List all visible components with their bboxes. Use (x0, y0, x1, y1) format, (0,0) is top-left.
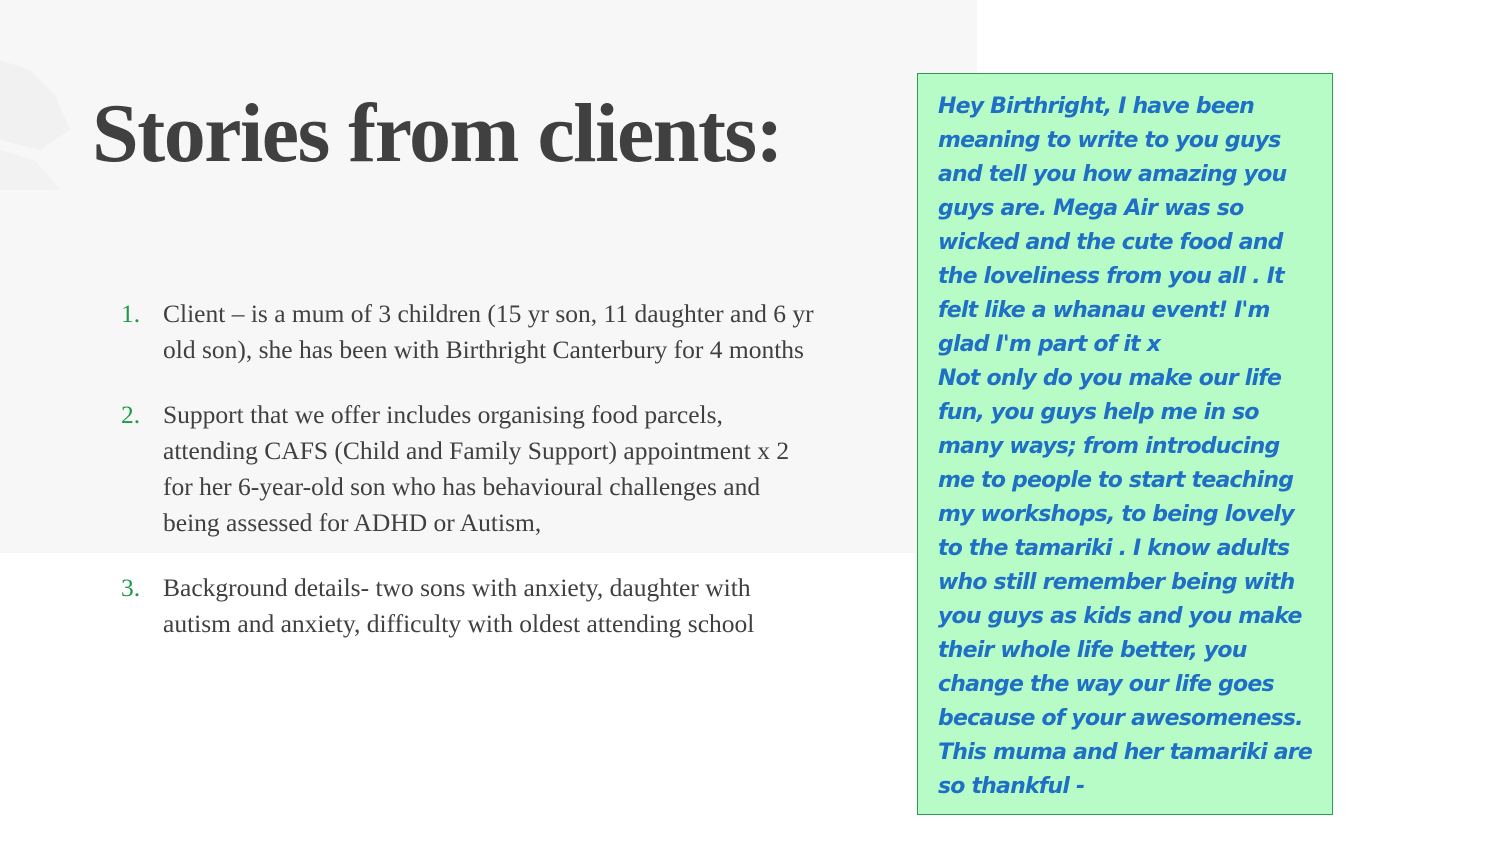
list-item (121, 296, 821, 369)
list-item-text: Background details- two sons with anxiety, daughter with autism and anxiety, difficulty with oldest attending school (163, 572, 755, 639)
list-item (121, 570, 821, 643)
stories-list (121, 296, 821, 670)
list-item-number: 2. (121, 399, 141, 429)
list-item-number: 1. (121, 299, 141, 328)
slide-title: Stories from clients: (92, 87, 783, 180)
testimonial-paragraph: Hey Birthright, I have been meaning to write to you guys and tell you how amazing you guys are. Mega Air was so wicked and the cute food and the loveliness from you all . It felt like a whanau event! I'm glad I'm part of it x (938, 94, 1287, 357)
list-item-number: 3. (121, 572, 141, 602)
list-item-text: Support that we offer includes organising food parcels, attending CAFS (Child and Family Support) appointment x 2 for her 6-year-old son who has behavioural challenges and being assessed for ADHD or Autism, (163, 399, 790, 538)
list-item-text: Client – is a mum of 3 children (15 yr son, 11 daughter and 6 yr old son), she has been with Birthright Canterbury for 4 months (163, 299, 814, 365)
list-item (121, 397, 821, 542)
testimonial-paragraph: Not only do you make our life fun, you guys help me in so many ways; from introducing me to people to start teaching my workshops, to being lovely to the tamariki . I know adults who still remember being with you guys as kids and you make their whole life better, you change the way our life goes because of your awesomeness. This muma and her tamariki are so thankful - (938, 366, 1312, 799)
testimonial-box (917, 73, 1333, 815)
